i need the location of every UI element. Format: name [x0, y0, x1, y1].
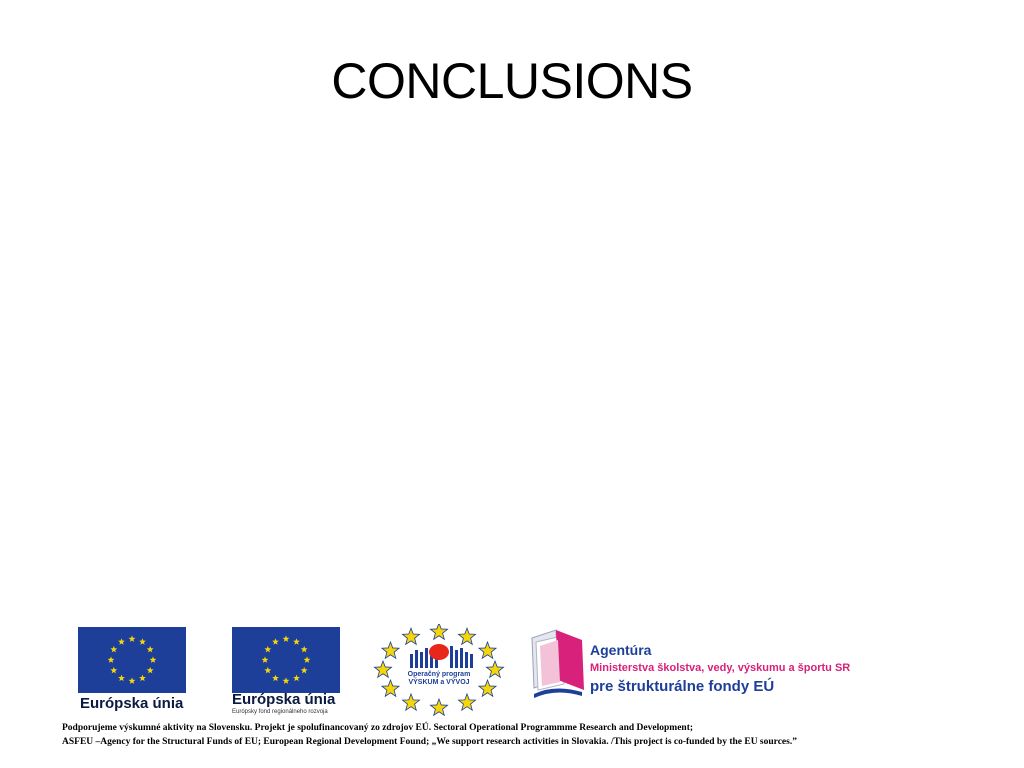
eu-star: [262, 656, 269, 663]
op-star: [374, 661, 391, 677]
eu-star: [139, 638, 146, 645]
op-star: [479, 642, 496, 658]
eu-logo-label: Európska únia: [232, 691, 336, 708]
eu-star: [272, 638, 279, 645]
op-logo-text: [399, 671, 479, 687]
op-star: [402, 628, 419, 644]
agency-funds: pre štrukturálne fondy EÚ: [590, 678, 775, 695]
op-star: [479, 680, 496, 696]
eu-star: [129, 635, 136, 642]
eu-star: [293, 675, 300, 682]
eu-star: [118, 675, 125, 682]
op-star: [430, 624, 447, 639]
op-star: [486, 661, 503, 677]
eu-star: [283, 677, 290, 684]
op-logo: [372, 624, 506, 716]
op-star: [402, 694, 419, 710]
eu-star: [110, 646, 117, 653]
stars-bar-chart-icon: [372, 624, 506, 716]
op-star: [458, 628, 475, 644]
agency-logo: [528, 628, 868, 700]
op-star: [430, 699, 447, 715]
eu-star: [139, 675, 146, 682]
open-book-icon: [528, 628, 586, 698]
eu-flag-icon: [78, 627, 186, 693]
footer-line-1: Podporujeme výskumné aktivity na Slovensku. Projekt je spolufinancovaný zo zdrojov EÚ. Sectoral Operational Programmme Research and Development;: [62, 723, 694, 733]
footer-text: [62, 721, 1012, 749]
eu-star: [301, 667, 308, 674]
eu-star: [304, 656, 311, 663]
op-star: [382, 680, 399, 696]
op-star: [382, 642, 399, 658]
eu-star: [147, 667, 154, 674]
eu-star: [108, 656, 115, 663]
eu-star: [129, 677, 136, 684]
eu-star: [150, 656, 157, 663]
eu-star: [264, 667, 271, 674]
eu-star: [301, 646, 308, 653]
eu-star: [264, 646, 271, 653]
footer-line-2: ASFEU –Agency for the Structural Funds of EU; European Regional Development Found; „We support research activities in Slovakia. /This project is co-funded by the EU sources.”: [62, 737, 797, 747]
eu-star: [118, 638, 125, 645]
op-star: [458, 694, 475, 710]
op-logo-line1: Operačný program: [407, 671, 471, 678]
eu-logo-2: [232, 627, 344, 715]
agency-ministry: Ministerstva školstva, vedy, výskumu a športu SR: [590, 662, 851, 674]
eu-star: [272, 675, 279, 682]
eu-flag-icon: [232, 627, 340, 693]
slide-title: CONCLUSIONS: [331, 53, 693, 109]
eu-star: [110, 667, 117, 674]
agency-title: Agentúra: [590, 642, 652, 658]
eu-star: [283, 635, 290, 642]
eu-logo-1: [78, 627, 188, 715]
eu-logo-sublabel: Európsky fond regionálneho rozvoja: [232, 709, 328, 715]
eu-star: [293, 638, 300, 645]
eu-logo-label: Európska únia: [80, 695, 184, 712]
eu-star: [147, 646, 154, 653]
op-logo-line2: VÝSKUM a VÝVOJ: [408, 679, 470, 686]
